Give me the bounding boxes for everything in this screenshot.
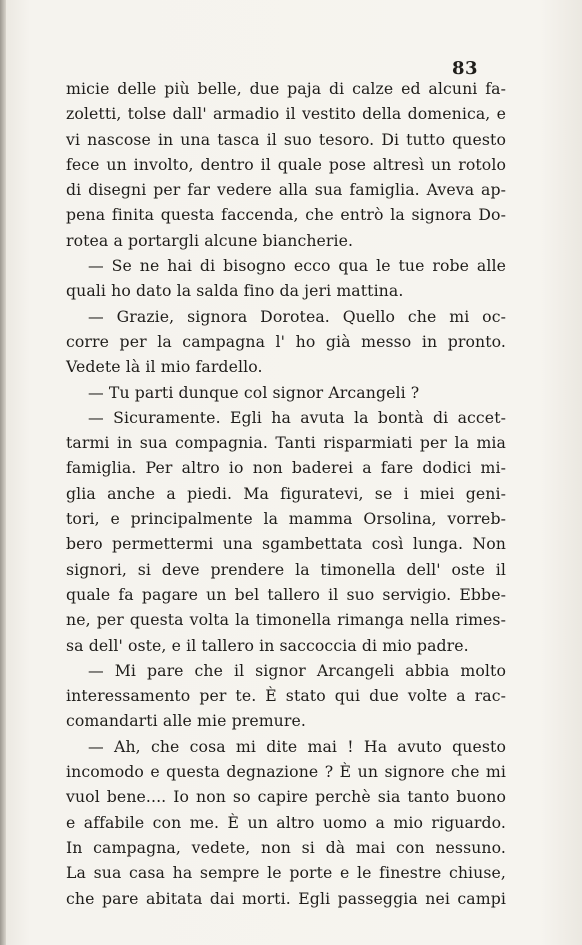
text-line: Vedete là il mio fardello.: [66, 357, 263, 377]
text-line: pena finita questa faccenda, che entrò la signora Do-: [66, 205, 506, 225]
text-line: — Mi pare che il signor Arcangeli abbia molto: [88, 660, 506, 680]
text-line: incomodo e questa degnazione ? È un signore che mi: [66, 762, 506, 782]
text-line: comandarti alle mie premure.: [66, 711, 306, 731]
text-line: che pare abitata dai morti. Egli passeggia nei campi: [66, 888, 506, 908]
text-line: zoletti, tolse dall' armadio il vestito della domenica, e: [66, 104, 506, 124]
text-line: tarmi in sua compagnia. Tanti risparmiati per la mia: [66, 433, 506, 453]
text-line: bero permettermi una sgambettata così lunga. Non: [66, 534, 506, 554]
text-line: — Ah, che cosa mi dite mai ! Ha avuto questo: [88, 736, 506, 756]
text-line: — Grazie, signora Dorotea. Quello che mi oc-: [88, 306, 506, 326]
text-line: In campagna, vedete, non si dà mai con nessuno.: [66, 837, 506, 857]
text-line: — Tu parti dunque col signor Arcangeli ?: [88, 382, 420, 402]
page-number: 83: [452, 58, 479, 79]
text-line: ne, per questa volta la timonella rimanga nella rimes-: [66, 610, 506, 630]
text-line: vuol bene.... Io non so capire perchè sia tanto buono: [66, 787, 506, 807]
text-line: — Se ne hai di bisogno ecco qua le tue robe alle: [88, 256, 506, 276]
text-line: corre per la campagna l' ho già messo in pronto.: [66, 331, 506, 351]
body-text: [66, 76, 506, 911]
text-line: interessamento per te. È stato qui due volte a rac-: [66, 686, 506, 706]
text-line: quale fa pagare un bel tallero il suo servigio. Ebbe-: [66, 584, 506, 604]
text-line: famiglia. Per altro io non baderei a fare dodici mi-: [66, 458, 506, 478]
text-line: quali ho dato la salda fino da jeri mattina.: [66, 281, 404, 301]
text-line: e affabile con me. È un altro uomo a mio riguardo.: [66, 812, 506, 832]
page-binding-edge: [0, 0, 6, 945]
text-line: — Sicuramente. Egli ha avuta la bontà di accet-: [88, 407, 506, 427]
text-line: glia anche a piedi. Ma figuratevi, se i miei geni-: [66, 483, 506, 503]
text-line: tori, e principalmente la mamma Orsolina, vorreb-: [66, 509, 506, 529]
text-line: di disegni per far vedere alla sua famiglia. Aveva ap-: [66, 180, 506, 200]
text-line: micie delle più belle, due paja di calze ed alcuni fa-: [66, 79, 506, 98]
text-line: fece un involto, dentro il quale pose altresì un rotolo: [66, 154, 506, 174]
text-line: signori, si deve prendere la timonella dell' oste il: [66, 559, 506, 579]
text-line: rotea a portargli alcune biancherie.: [66, 230, 354, 250]
text-line: La sua casa ha sempre le porte e le finestre chiuse,: [66, 863, 506, 883]
text-line: sa dell' oste, e il tallero in saccoccia di mio padre.: [66, 635, 469, 655]
text-line: vi nascose in una tasca il suo tesoro. Di tutto questo: [66, 129, 506, 149]
